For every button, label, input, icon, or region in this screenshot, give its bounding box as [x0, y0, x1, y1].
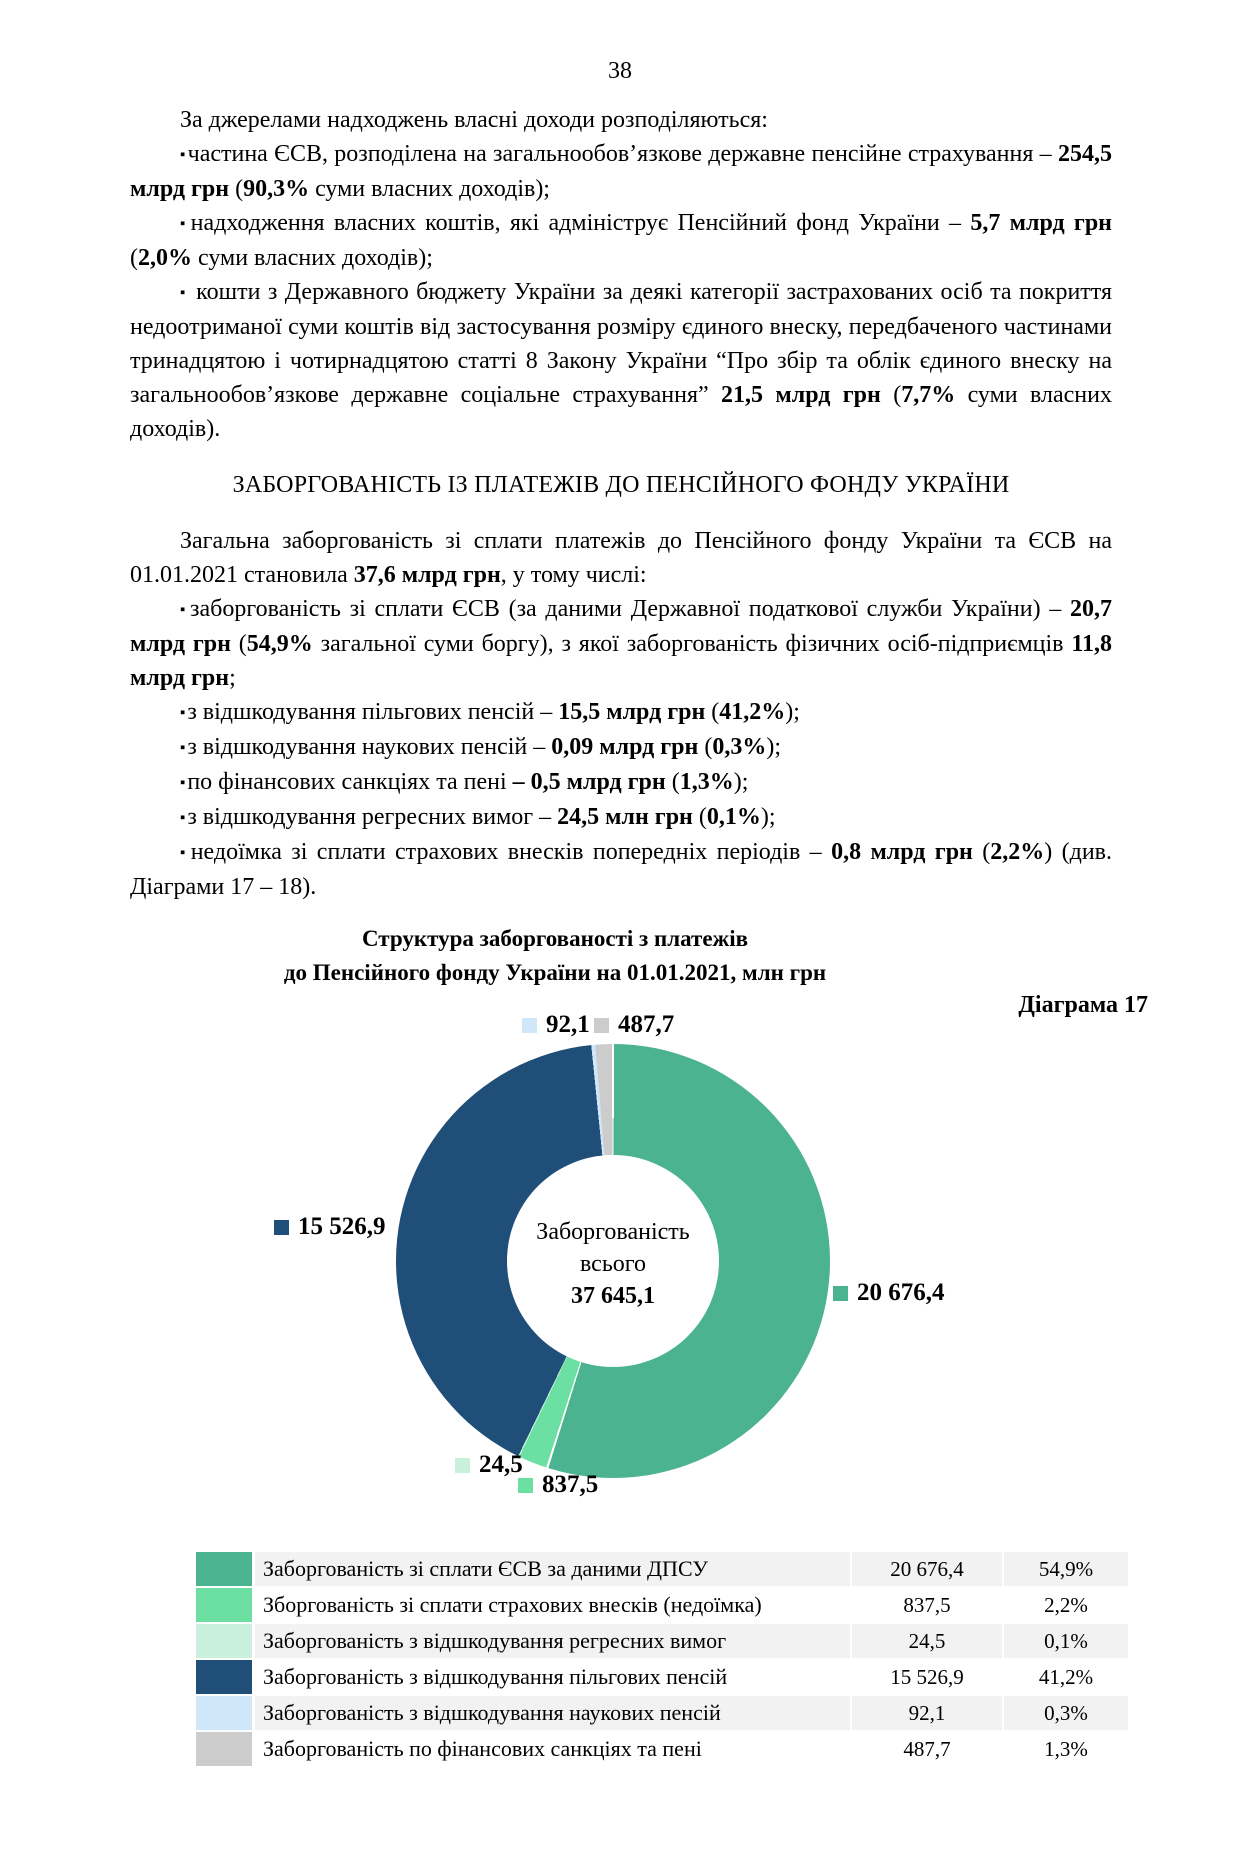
legend-value: 24,5 — [852, 1624, 1004, 1658]
text-segment: 0,3% — [712, 734, 767, 760]
text-segment: ); — [766, 734, 781, 760]
text-segment: загальної суми боргу), з якої заборгованість фізичних осіб-підприємців — [312, 631, 1072, 657]
legend-percent: 2,2% — [1044, 1592, 1088, 1617]
bullet-square-icon: ▪ — [180, 845, 189, 861]
text-segment: 37,6 млрд грн — [353, 562, 501, 588]
text-segment: заборгованість зі сплати ЄСВ (за даними Державної податкової служби України) – — [190, 596, 1070, 622]
text-segment: – 0,5 млрд грн — [512, 769, 666, 795]
legend-swatch-icon — [196, 1588, 255, 1622]
text-segment: 11,8 млрд грн — [130, 631, 1112, 691]
bullet-square-icon: ▪ — [180, 216, 189, 232]
document-page — [0, 58, 1240, 1864]
bullet-paragraph — [130, 695, 1112, 730]
legend-table — [196, 1552, 1128, 1768]
text-segment: ( — [880, 382, 902, 408]
text-segment: ); — [785, 699, 800, 725]
legend-swatch-icon — [196, 1552, 255, 1586]
text-segment: 0,09 млрд грн — [551, 734, 699, 760]
bullet-square-icon: ▪ — [180, 285, 187, 301]
chart-section — [0, 908, 1240, 1788]
text-segment: кошти з Державного бюджету України за деякі категорії застрахованих осіб та покриття недоотриманої суми коштів від застосування розміру єдиного внеску, передбаченого частинами тринадцятою і чотирнадцятою статті 8 Закону України “Про збір та облік єдиного внеску на загальнообов’язкове державне соціальне страхування” — [130, 279, 1112, 408]
legend-value: 92,1 — [852, 1696, 1004, 1730]
text-segment: За джерелами надходжень власні доходи розподіляються: — [180, 107, 768, 133]
bullet-square-icon: ▪ — [180, 147, 186, 163]
legend-row — [196, 1624, 1128, 1660]
data-label-value: 92,1 — [546, 1011, 590, 1038]
data-label-value: 487,7 — [618, 1011, 675, 1038]
bullet-square-icon: ▪ — [180, 775, 186, 791]
text-segment: ( — [229, 176, 244, 202]
section-heading — [130, 468, 1112, 502]
legend-label: Заборгованість з відшкодування наукових пенсій — [255, 1696, 852, 1730]
bullet-square-icon: ▪ — [180, 740, 186, 756]
text-segment: ( — [130, 245, 138, 271]
center-label-line2: всього — [579, 1251, 647, 1277]
legend-percent: 0,1% — [1044, 1628, 1088, 1653]
bullet-paragraph — [130, 765, 1112, 800]
text-segment: з відшкодування регресних вимог – — [187, 804, 558, 830]
text-segment: 0,1% — [706, 804, 761, 830]
data-label-esv — [833, 1279, 945, 1307]
text-segment: ) (див. Діаграми 17 – 18). — [130, 839, 1112, 900]
data-label-value: 15 526,9 — [298, 1213, 386, 1240]
legend-row — [196, 1588, 1128, 1624]
bullet-paragraph — [130, 730, 1112, 765]
text-segment: 1,3% — [679, 769, 734, 795]
swatch-nedoimka-icon — [518, 1478, 533, 1493]
text-segment: по фінансових санкціях та пені — [187, 769, 513, 795]
text-segment: 254,5 млрд грн — [130, 141, 1112, 202]
legend-row — [196, 1660, 1128, 1696]
swatch-regresni-icon — [455, 1458, 470, 1473]
text-segment: 7,7% — [901, 382, 956, 408]
bullet-paragraph — [130, 835, 1112, 904]
legend-value: 15 526,9 — [852, 1660, 1004, 1694]
center-label-line1: Заборгованість — [536, 1219, 690, 1245]
legend-swatch-icon — [196, 1624, 255, 1658]
text-segment: , у тому числі: — [500, 562, 647, 588]
legend-label: Заборгованість з відшкодування пільгових пенсій — [255, 1660, 852, 1694]
text-segment: 21,5 млрд грн — [721, 382, 881, 408]
legend-value: 837,5 — [852, 1588, 1004, 1622]
text-segment: 41,2% — [719, 699, 786, 725]
swatch-naukovi-icon — [522, 1018, 537, 1033]
legend-percent: 1,3% — [1044, 1736, 1088, 1761]
data-label-naukovi — [522, 1011, 590, 1039]
text-segment: 54,9% — [246, 631, 313, 657]
text-segment: ); — [760, 804, 776, 830]
legend-swatch-icon — [196, 1696, 255, 1730]
text-segment: ); — [733, 769, 749, 795]
legend-row — [196, 1732, 1128, 1768]
paragraph — [130, 103, 1112, 137]
text-segment: надходження власних коштів, які адмініструє Пенсійний фонд України – — [190, 210, 971, 236]
text-segment: 24,5 млн грн — [557, 804, 693, 830]
bullet-paragraph — [130, 275, 1112, 446]
bullet-square-icon: ▪ — [180, 705, 186, 721]
text-segment: 2,2% — [990, 839, 1045, 865]
text-segment: 20,7 млрд грн — [130, 596, 1112, 657]
text-segment: 2,0% — [138, 245, 192, 271]
data-label-value: 20 676,4 — [857, 1279, 945, 1306]
text-segment: з відшкодування наукових пенсій – — [187, 734, 552, 760]
text-segment: ( — [230, 631, 247, 657]
chart-title-line2: до Пенсійного фонду України на 01.01.2021, млн грн — [283, 960, 827, 985]
text-segment: ( — [692, 804, 707, 830]
text-segment: ( — [665, 769, 680, 795]
text-segment: 90,3% — [243, 176, 310, 202]
diagram-caption: Діаграма 17 — [1018, 992, 1148, 1018]
text-segment: суми власних доходів); — [192, 245, 433, 271]
legend-label: Заборгованість зі сплати ЄСВ за даними ДПСУ — [255, 1552, 852, 1586]
paragraph — [130, 524, 1112, 592]
page-number: 38 — [608, 58, 632, 84]
text-segment: суми власних доходів). — [130, 382, 1112, 442]
text-segment: ; — [229, 665, 236, 691]
bullet-paragraph — [130, 206, 1112, 275]
text-segment: суми власних доходів); — [309, 176, 550, 202]
swatch-esv-icon — [833, 1286, 848, 1301]
legend-swatch-icon — [196, 1732, 255, 1766]
legend-label: Заборгованість по фінансових санкціях та пені — [255, 1732, 852, 1766]
legend-percent: 54,9% — [1038, 1556, 1094, 1581]
bullet-paragraph — [130, 800, 1112, 835]
data-label-nedoimka — [518, 1471, 598, 1499]
document-body — [130, 103, 1112, 904]
chart-title-line1: Структура заборгованості з платежів — [361, 926, 749, 951]
bullet-paragraph — [130, 592, 1112, 695]
donut-center-label — [503, 1206, 723, 1322]
text-segment: 0,8 млрд грн — [831, 839, 973, 865]
text-segment: ( — [698, 734, 713, 760]
legend-value: 487,7 — [852, 1732, 1004, 1766]
swatch-pilgovi-icon — [274, 1220, 289, 1235]
bullet-square-icon: ▪ — [180, 810, 186, 826]
center-label-total: 37 645,1 — [571, 1283, 655, 1309]
text-segment: ( — [705, 699, 720, 725]
legend-percent: 0,3% — [1044, 1700, 1088, 1725]
text-segment: 5,7 млрд грн — [970, 210, 1112, 236]
legend-row — [196, 1696, 1128, 1732]
bullet-paragraph — [130, 137, 1112, 206]
legend-label: Заборгованість з відшкодування регресних вимог — [255, 1624, 852, 1658]
data-label-value: 837,5 — [542, 1471, 599, 1498]
data-label-value: 24,5 — [479, 1451, 523, 1478]
text-segment: недоїмка зі сплати страхових внесків попередніх періодів – — [190, 839, 832, 865]
data-label-sankcii — [594, 1011, 674, 1039]
legend-label: Зборгованість зі сплати страхових внесків (недоїмка) — [255, 1588, 852, 1622]
legend-percent: 41,2% — [1038, 1664, 1094, 1689]
text-segment: 15,5 млрд грн — [558, 699, 706, 725]
legend-row — [196, 1552, 1128, 1588]
data-label-pilgovi — [274, 1213, 386, 1241]
text-segment: Загальна заборгованість зі сплати платежів до Пенсійного фонду України та ЄСВ на 01.01.2021 становила — [130, 528, 1112, 588]
text-segment: ( — [972, 839, 991, 865]
legend-value: 20 676,4 — [852, 1552, 1004, 1586]
text-segment: з відшкодування пільгових пенсій – — [187, 699, 559, 725]
data-label-regresni — [455, 1451, 523, 1479]
text-segment: частина ЄСВ, розподілена на загальнообов’язкове державне пенсійне страхування – — [187, 141, 1058, 167]
legend-swatch-icon — [196, 1660, 255, 1694]
bullet-square-icon: ▪ — [180, 602, 189, 618]
text-segment: ЗАБОРГОВАНІСТЬ ІЗ ПЛАТЕЖІВ ДО ПЕНСІЙНОГО ФОНДУ УКРАЇНИ — [232, 472, 1010, 498]
swatch-sankcii-icon — [594, 1018, 609, 1033]
